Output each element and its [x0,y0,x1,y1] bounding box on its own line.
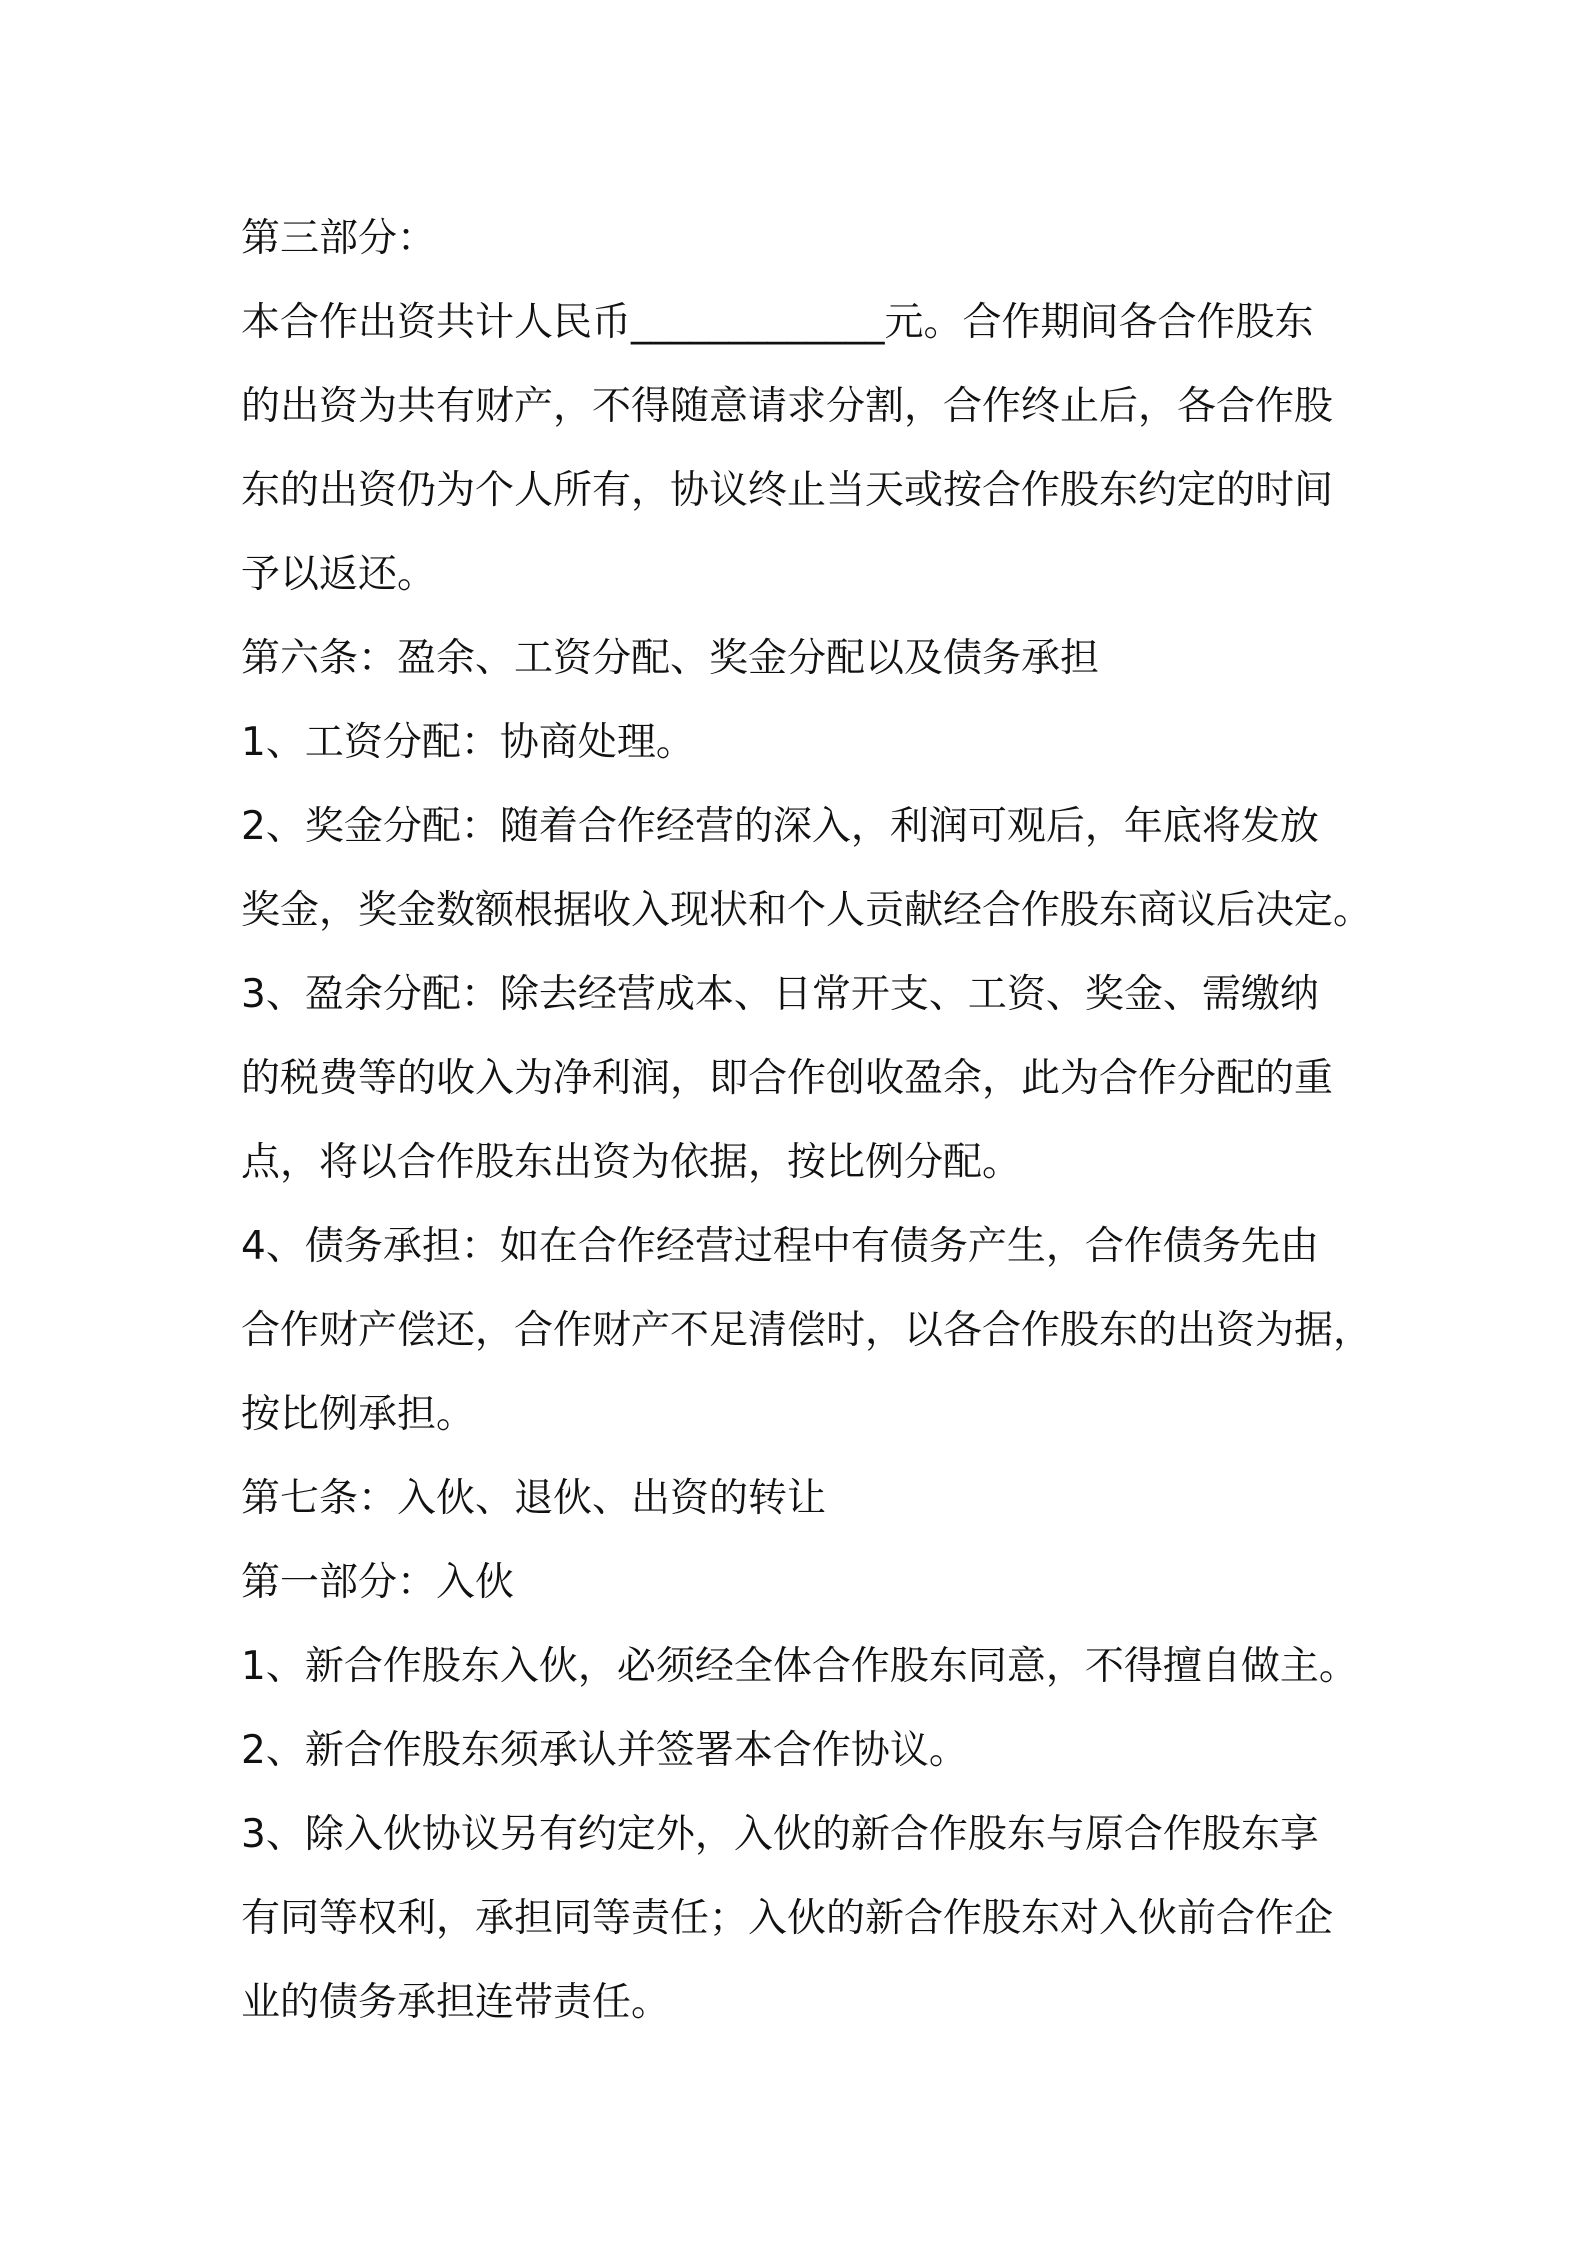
section-heading: 第三部分： [241,216,437,261]
paragraph-line: 的税费等的收入为净利润，即合作创收盈余，此为合作分配的重 [241,1056,1334,1101]
document-body [241,197,1371,2045]
paragraph-line: 3、盈余分配：除去经营成本、日常开支、工资、奖金、需缴纳 [241,972,1319,1017]
paragraph-line: 业的债务承担连带责任。 [241,1980,671,2025]
paragraph-line: 1、工资分配：协商处理。 [241,720,695,765]
paragraph-line: 按比例承担。 [241,1392,476,1437]
paragraph-line: 4、债务承担：如在合作经营过程中有债务产生，合作债务先由 [241,1224,1319,1269]
paragraph-line: 1、新合作股东入伙，必须经全体合作股东同意，不得擅自做主。 [241,1644,1358,1689]
paragraph-line: 点，将以合作股东出资为依据，按比例分配。 [241,1140,1022,1185]
paragraph-line: 本合作出资共计人民币_____________元。合作期间各合作股东 [241,300,1314,345]
article-heading: 第七条：入伙、退伙、出资的转让 [241,1476,827,1521]
paragraph-line: 2、奖金分配：随着合作经营的深入，利润可观后，年底将发放 [241,804,1319,849]
paragraph-line: 的出资为共有财产，不得随意请求分割，合作终止后，各合作股 [241,384,1334,429]
paragraph-line: 奖金，奖金数额根据收入现状和个人贡献经合作股东商议后决定。 [241,888,1373,933]
paragraph-line: 予以返还。 [241,552,437,597]
article-heading: 第六条：盈余、工资分配、奖金分配以及债务承担 [241,636,1100,681]
section-heading: 第一部分：入伙 [241,1560,515,1605]
paragraph-line: 有同等权利，承担同等责任；入伙的新合作股东对入伙前合作企 [241,1896,1334,1941]
paragraph-line: 合作财产偿还，合作财产不足清偿时，以各合作股东的出资为据， [241,1308,1373,1353]
paragraph-line: 3、除入伙协议另有约定外，入伙的新合作股东与原合作股东享 [241,1812,1319,1857]
paragraph-line: 东的出资仍为个人所有，协议终止当天或按合作股东约定的时间 [241,468,1334,513]
paragraph-line: 2、新合作股东须承认并签署本合作协议。 [241,1728,968,1773]
